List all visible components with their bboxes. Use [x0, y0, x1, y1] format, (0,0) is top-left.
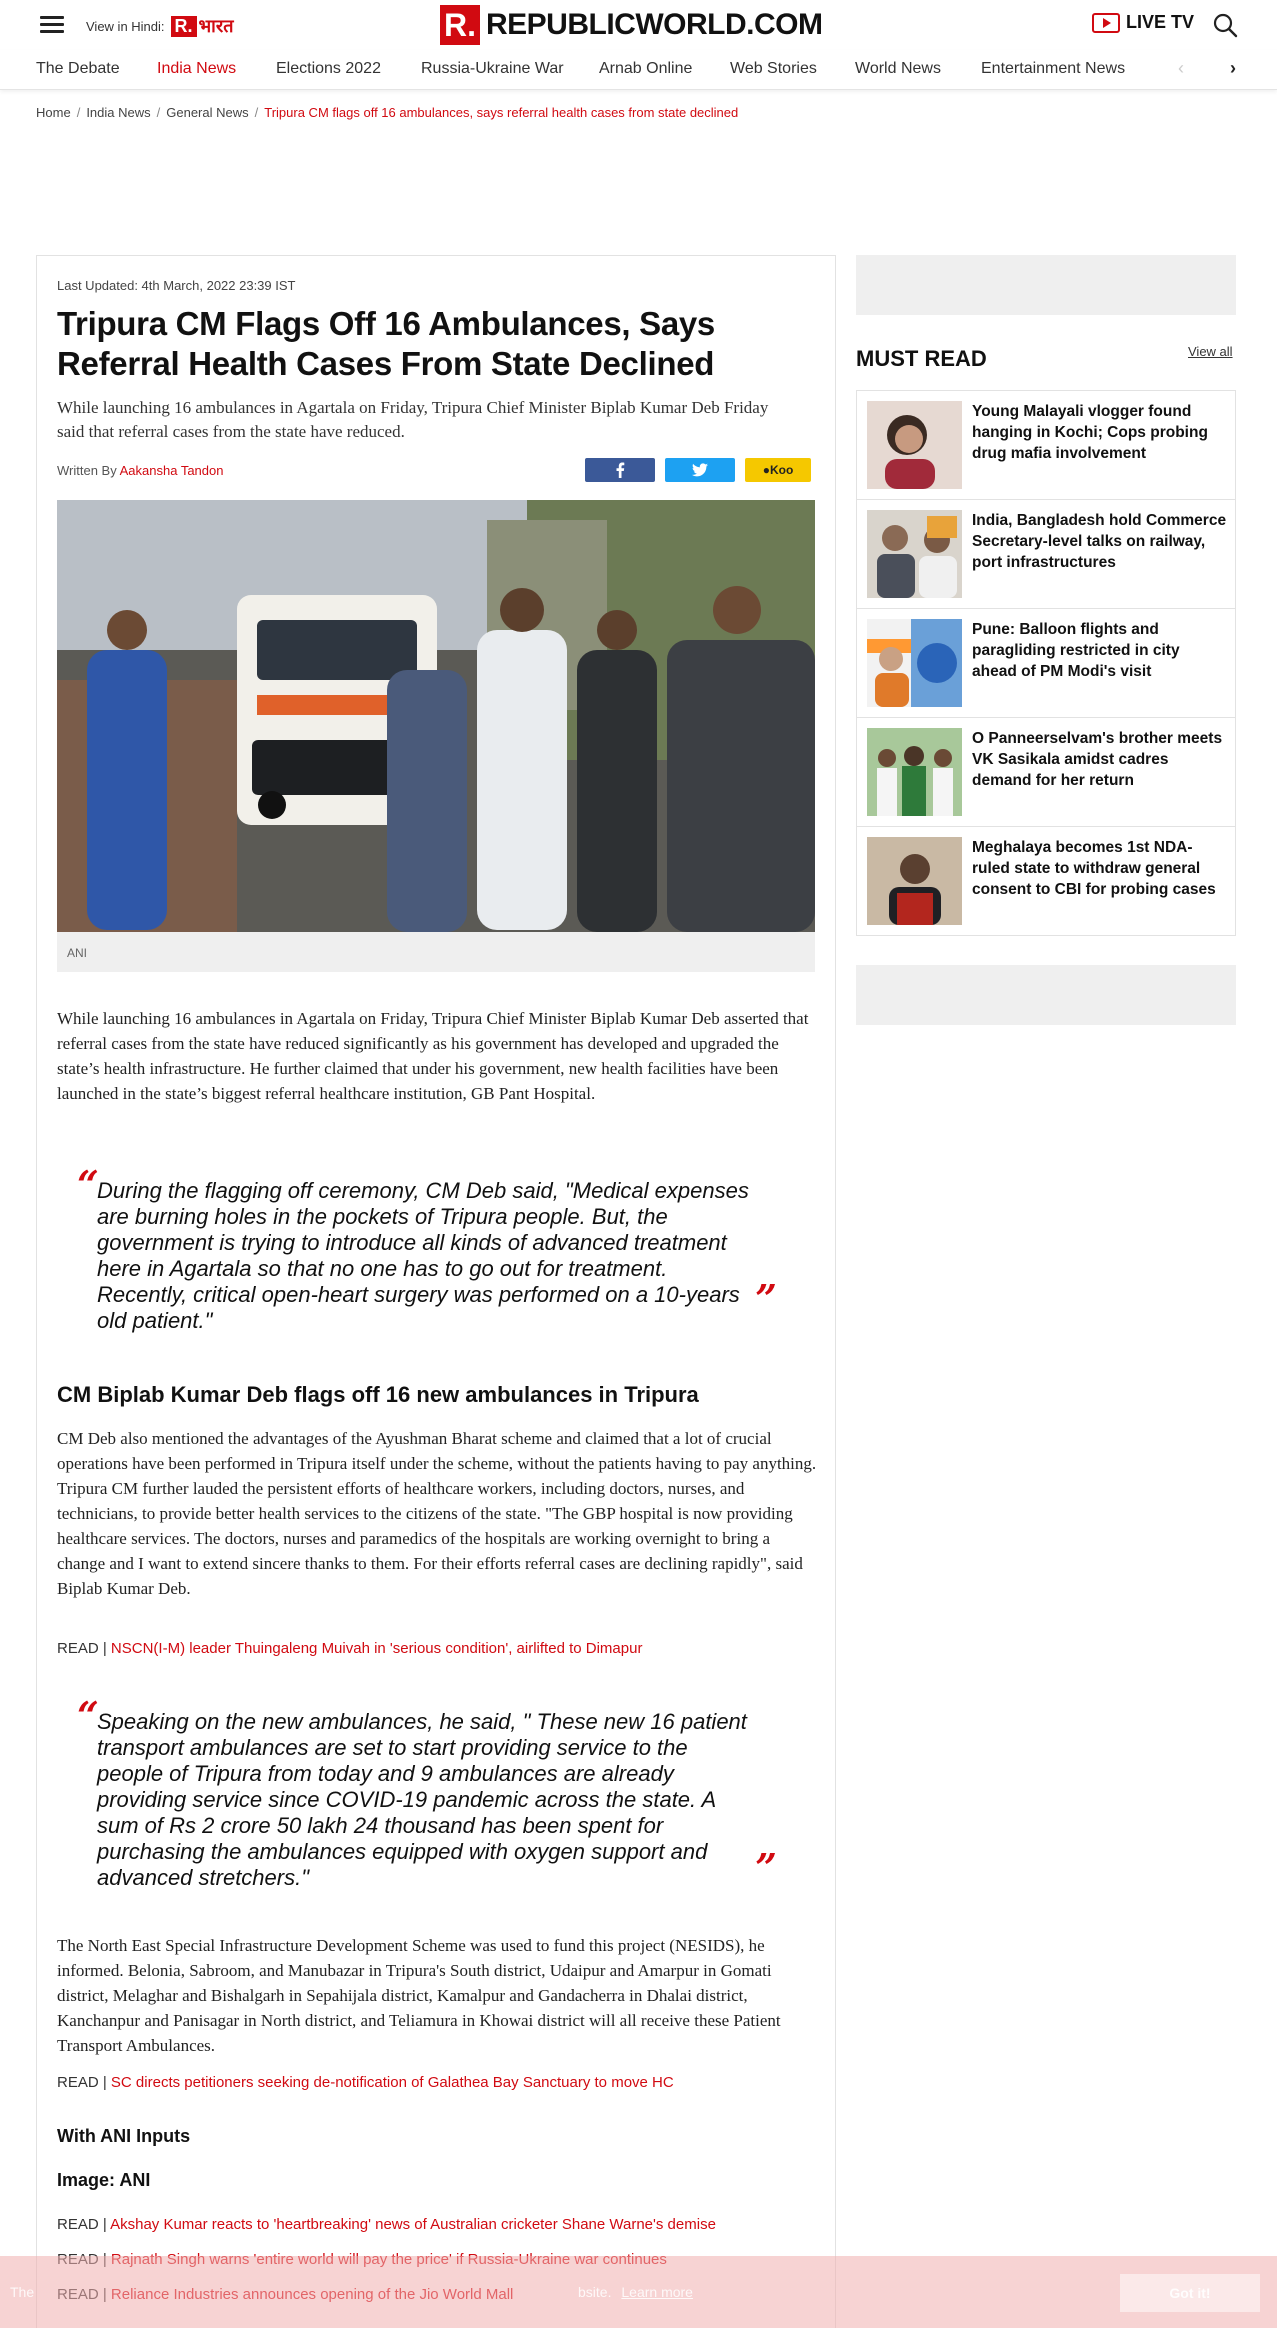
read-prefix: READ | [57, 2074, 107, 2091]
quote-block-2 [77, 1693, 797, 1890]
nav-prev-arrow[interactable]: ‹ [1178, 58, 1184, 78]
must-read-thumbnail [867, 837, 962, 925]
author-link[interactable]: Aakansha Tandon [119, 463, 224, 478]
article-title: Tripura CM Flags Off 16 Ambulances, Says Referral Health Cases From State Declined [57, 305, 715, 382]
brand-logo[interactable] [440, 4, 822, 46]
must-read-item[interactable] [857, 391, 1235, 500]
nav-item-arnab-online[interactable]: Arnab Online [599, 60, 693, 77]
image-caption: ANI [57, 932, 815, 972]
image-credit: Image: ANI [57, 2170, 151, 2190]
nav-item-web-stories[interactable]: Web Stories [730, 60, 817, 77]
read-prefix: READ | [57, 2216, 107, 2233]
read-also-1 [57, 1640, 817, 1657]
must-read-item[interactable] [857, 718, 1235, 827]
nav-next-arrow[interactable]: › [1230, 58, 1236, 78]
share-facebook-button[interactable] [585, 458, 655, 482]
must-read-item[interactable] [857, 609, 1235, 718]
quote-block-1 [77, 1162, 797, 1333]
open-quote-icon: “ [77, 1162, 99, 1207]
breadcrumb-current: Tripura CM flags off 16 ambulances, says referral health cases from state declined [264, 105, 739, 120]
play-icon [1092, 13, 1120, 33]
must-read-headline: Meghalaya becomes 1st NDA-ruled state to withdraw general consent to CBI for probing cases [972, 839, 1216, 898]
cookie-text-start: The [10, 2284, 35, 2300]
read-also-link-1[interactable]: NSCN(I-M) leader Thuingaleng Muivah in 'serious condition', airlifted to Dimapur [110, 1640, 643, 1657]
breadcrumb-separator: / [156, 105, 161, 120]
read-also-3 [57, 2216, 817, 2233]
share-koo-button[interactable] [745, 458, 811, 482]
close-quote-icon: ” [755, 1845, 777, 1890]
last-updated: Last Updated: 4th March, 2022 23:39 IST [57, 278, 296, 293]
article-summary: While launching 16 ambulances in Agartala on Friday, Tripura Chief Minister Biplab Kumar Deb Friday said that referral cases from the state have reduced. [57, 398, 769, 441]
nav-item-india-news[interactable]: India News [157, 60, 237, 77]
must-read-headline: O Panneerselvam's brother meets VK Sasikala amidst cadres demand for her return [972, 730, 1223, 789]
nav-item-entertainment-news[interactable]: Entertainment News [981, 60, 1126, 77]
cookie-accept-button[interactable]: Got it! [1120, 2274, 1260, 2312]
breadcrumb-separator: / [76, 105, 81, 120]
must-read-list [856, 390, 1236, 936]
view-in-hindi[interactable] [86, 14, 233, 38]
cookie-learn-more-link[interactable]: Learn more [621, 2284, 693, 2300]
must-read-thumbnail [867, 728, 962, 816]
view-all-link[interactable]: View all [1188, 344, 1233, 359]
quote-text-1: During the flagging off ceremony, CM Deb said, "Medical expenses are burning holes in the pockets of Tripura people. But, the government is trying to introduce all kinds of advanced treatment here in Agartala so that no one has to go out for treatment. Recently, critical open-heart surgery was performed on a 10-years old patient." [97, 1178, 749, 1333]
article-subheading: CM Biplab Kumar Deb flags off 16 new ambulances in Tripura [57, 1382, 699, 1407]
read-also-link-3[interactable]: Akshay Kumar reacts to 'heartbreaking' news of Australian cricketer Shane Warne's demise [110, 2216, 716, 2233]
ani-inputs-note: With ANI Inputs [57, 2126, 191, 2146]
must-read-headline: Young Malayali vlogger found hanging in Kochi; Cops probing drug mafia involvement [972, 403, 1208, 462]
must-read-thumbnail [867, 401, 962, 489]
live-tv-label: LIVE TV [1126, 12, 1195, 32]
koo-label: Koo [769, 463, 794, 477]
written-by-label: Written By [57, 463, 117, 478]
byline [57, 463, 223, 478]
brand-name: REPUBLICWORLD.COM [486, 8, 823, 41]
brand-logo-mark: R. [440, 5, 480, 45]
read-also-2 [57, 2074, 817, 2091]
nav-item-russia-ukraine-war[interactable]: Russia-Ukraine War [421, 60, 564, 77]
nav-item-the-debate[interactable]: The Debate [36, 60, 120, 77]
cookie-message [10, 2284, 693, 2300]
breadcrumb-separator: / [254, 105, 259, 120]
sidebar-ad-slot-top [856, 255, 1236, 315]
must-read-headline: Pune: Balloon flights and paragliding restricted in city ahead of PM Modi's visit [972, 621, 1180, 680]
search-icon[interactable] [1212, 12, 1238, 38]
quote-text-2: Speaking on the new ambulances, he said, " These new 16 patient transport ambulances are set to start providing service to the people of Tripura from today and 9 ambulances are already providing service since COVID-19 pandemic across the state. A sum of Rs 2 crore 50 lakh 24 thousand has been spent for purchasing the ambulances equipped with oxygen support and advanced stretchers." [97, 1709, 747, 1890]
read-prefix: READ | [57, 1640, 107, 1657]
twitter-icon [692, 463, 708, 477]
breadcrumb-home[interactable]: Home [36, 105, 71, 120]
must-read-headline: India, Bangladesh hold Commerce Secretary-level talks on railway, port infrastructures [972, 512, 1227, 571]
nav-item-elections-2022[interactable]: Elections 2022 [276, 60, 381, 77]
article-paragraph-2: CM Deb also mentioned the advantages of the Ayushman Bharat scheme and claimed that a lot of crucial operations have been performed in Tripura itself under the scheme, without the patients having to pay anything. Tripura CM further lauded the persistent efforts of healthcare workers, including doctors, nurses, and technicians, to provide better health services to the citizens of the state. "The GBP hospital is now providing healthcare services. The doctors, nurses and paramedics of the hospitals are working overnight to bring a change and I want to extend sincere thanks to them. For their efforts referral cases are declining rapidly", said Biplab Kumar Deb. [57, 1429, 817, 1598]
must-read-item[interactable] [857, 500, 1235, 609]
share-twitter-button[interactable] [665, 458, 735, 482]
nav-item-world-news[interactable]: World News [855, 60, 941, 77]
open-quote-icon: “ [77, 1693, 99, 1738]
cookie-consent-banner [0, 2256, 1277, 2328]
category-nav [0, 50, 1277, 90]
article-paragraph-3: The North East Special Infrastructure Development Scheme was used to fund this project (NESIDS), he informed. Belonia, Sabroom, and Manubazar in Tripura's South district, Udaipur and Amarpur in Gomati district, Melaghar and Bishalgarh in Sepahijala district, Kamalpur and Gandacherra in Dhalai district, Kanchanpur and Panisagar in North district, and Teliamura in Khowai district will all receive these Patient Transport Ambulances. [57, 1936, 781, 2055]
must-read-title: MUST READ [856, 346, 987, 371]
must-read-thumbnail [867, 510, 962, 598]
republic-bharat-logo[interactable]: R. भारत [171, 14, 234, 38]
view-in-hindi-label: View in Hindi: [86, 18, 165, 34]
read-also-link-2[interactable]: SC directs petitioners seeking de-notification of Galathea Bay Sanctuary to move HC [110, 2074, 674, 2091]
must-read-item[interactable] [857, 827, 1235, 935]
top-header [0, 0, 1277, 50]
facebook-icon [615, 462, 625, 478]
cookie-text-end: bsite. [578, 2284, 612, 2300]
breadcrumb-india-news[interactable]: India News [86, 105, 151, 120]
close-quote-icon: ” [755, 1276, 777, 1321]
breadcrumb [36, 105, 738, 120]
live-tv-link[interactable] [1092, 12, 1194, 33]
article-card [36, 255, 836, 2328]
ambulance-photo [57, 500, 815, 932]
sidebar-ad-slot-bottom [856, 965, 1236, 1025]
menu-icon[interactable] [40, 16, 64, 34]
must-read-thumbnail [867, 619, 962, 707]
article-hero-image [57, 500, 815, 932]
breadcrumb-general-news[interactable]: General News [166, 105, 249, 120]
koo-icon: ● [762, 463, 770, 477]
article-paragraph-1: While launching 16 ambulances in Agartala on Friday, Tripura Chief Minister Biplab Kumar Deb asserted that referral cases from the state have reduced significantly as his government has developed and upgraded the state’s health infrastructure. He further claimed that under his government, new health facilities have been launched in the state’s biggest referral healthcare institution, GB Pant Hospital. [57, 1009, 809, 1103]
